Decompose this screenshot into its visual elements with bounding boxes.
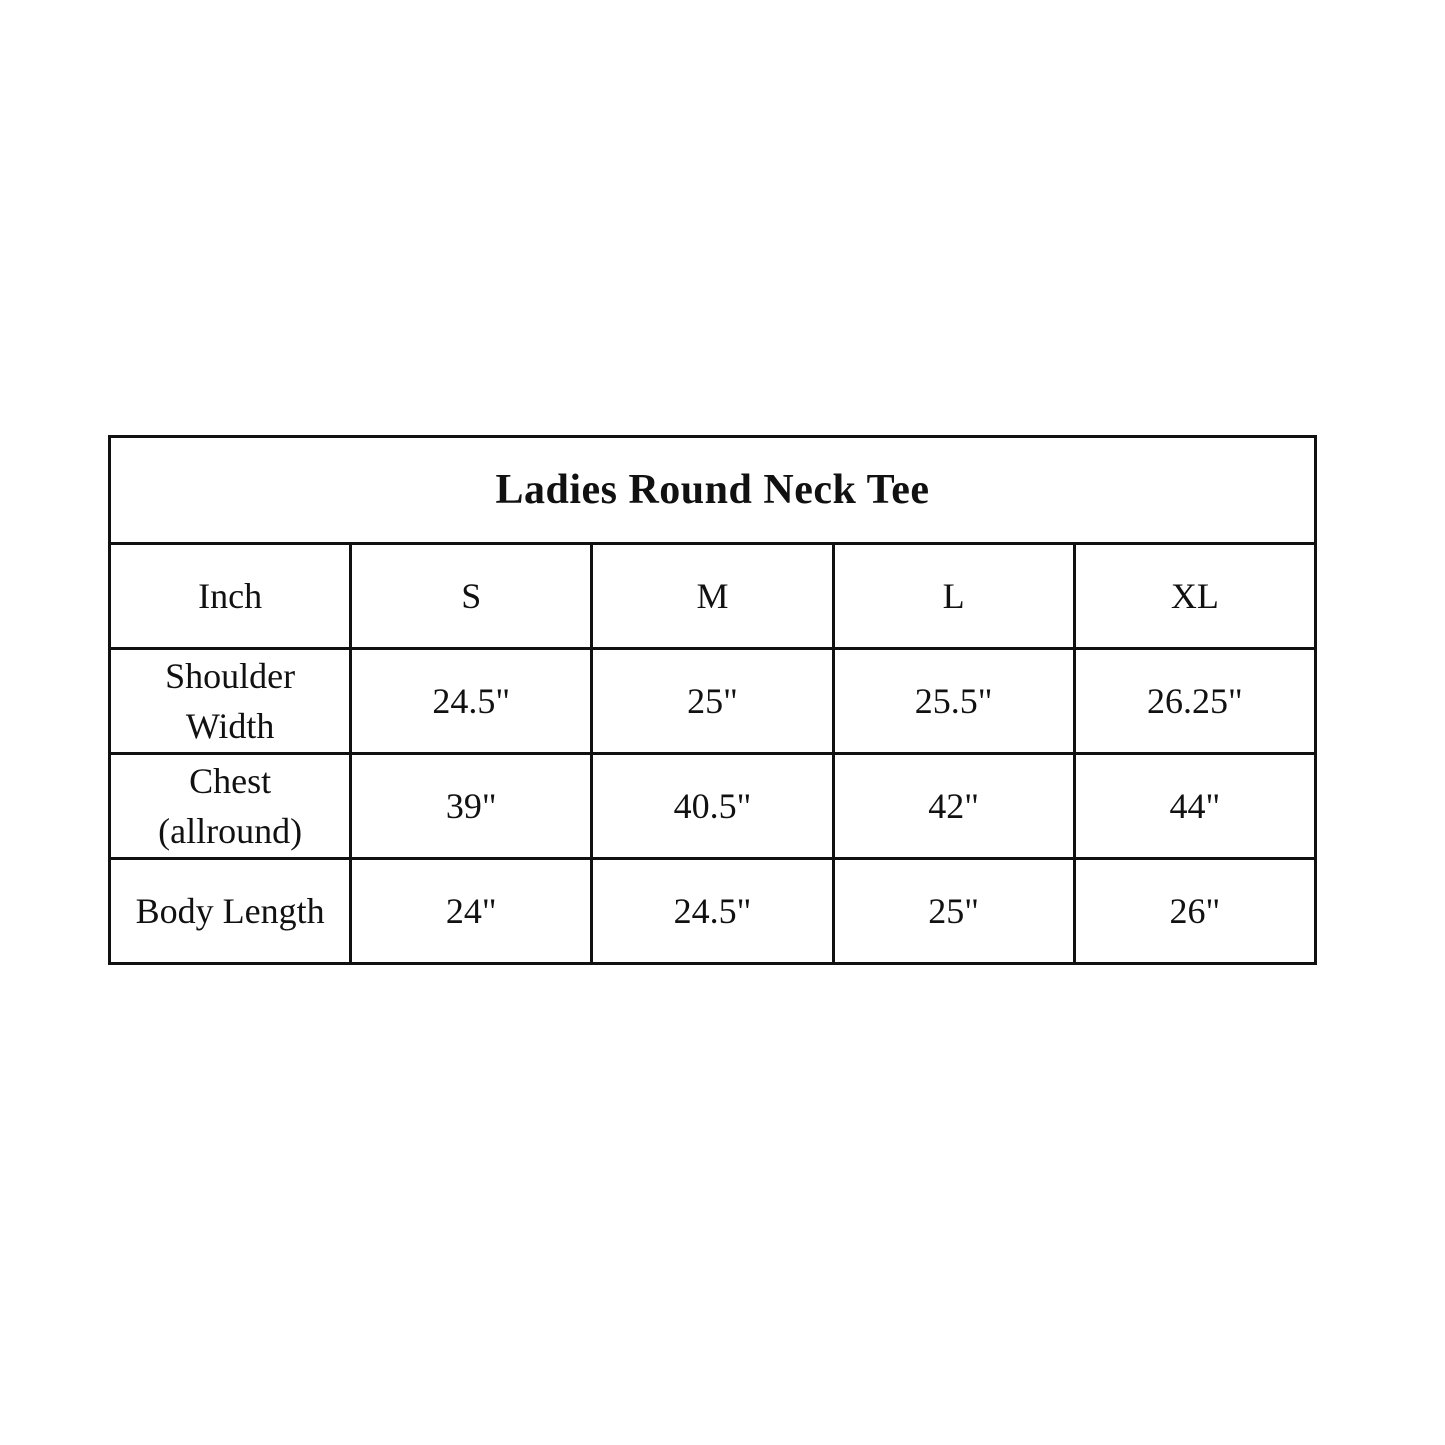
table-row xyxy=(110,859,1316,964)
cell-value: 25" xyxy=(833,859,1074,964)
title-row xyxy=(110,437,1316,544)
cell-value: 44" xyxy=(1074,754,1315,859)
size-header-s: S xyxy=(351,544,592,649)
cell-value: 26.25" xyxy=(1074,649,1315,754)
header-row xyxy=(110,544,1316,649)
row-label-line1: Chest xyxy=(189,760,272,801)
cell-value: 25" xyxy=(592,649,833,754)
cell-value: 40.5" xyxy=(592,754,833,859)
cell-value: 42" xyxy=(833,754,1074,859)
row-label-line1: Shoulder xyxy=(165,655,296,696)
cell-value: 24.5" xyxy=(592,859,833,964)
size-chart-table xyxy=(108,435,1317,965)
table-row xyxy=(110,754,1316,859)
cell-value: 24.5" xyxy=(351,649,592,754)
cell-value: 39" xyxy=(351,754,592,859)
cell-value: 24" xyxy=(351,859,592,964)
row-label-shoulder-width xyxy=(110,649,351,754)
row-label-line2: Width xyxy=(185,706,275,746)
cell-value: 26" xyxy=(1074,859,1315,964)
cell-value: 25.5" xyxy=(833,649,1074,754)
unit-header: Inch xyxy=(110,544,351,649)
table-title: Ladies Round Neck Tee xyxy=(110,437,1316,544)
row-label-line2: (allround) xyxy=(158,811,303,851)
table-row xyxy=(110,649,1316,754)
size-header-xl: XL xyxy=(1074,544,1315,649)
row-label-chest xyxy=(110,754,351,859)
size-header-m: M xyxy=(592,544,833,649)
size-header-l: L xyxy=(833,544,1074,649)
row-label-body-length: Body Length xyxy=(110,859,351,964)
